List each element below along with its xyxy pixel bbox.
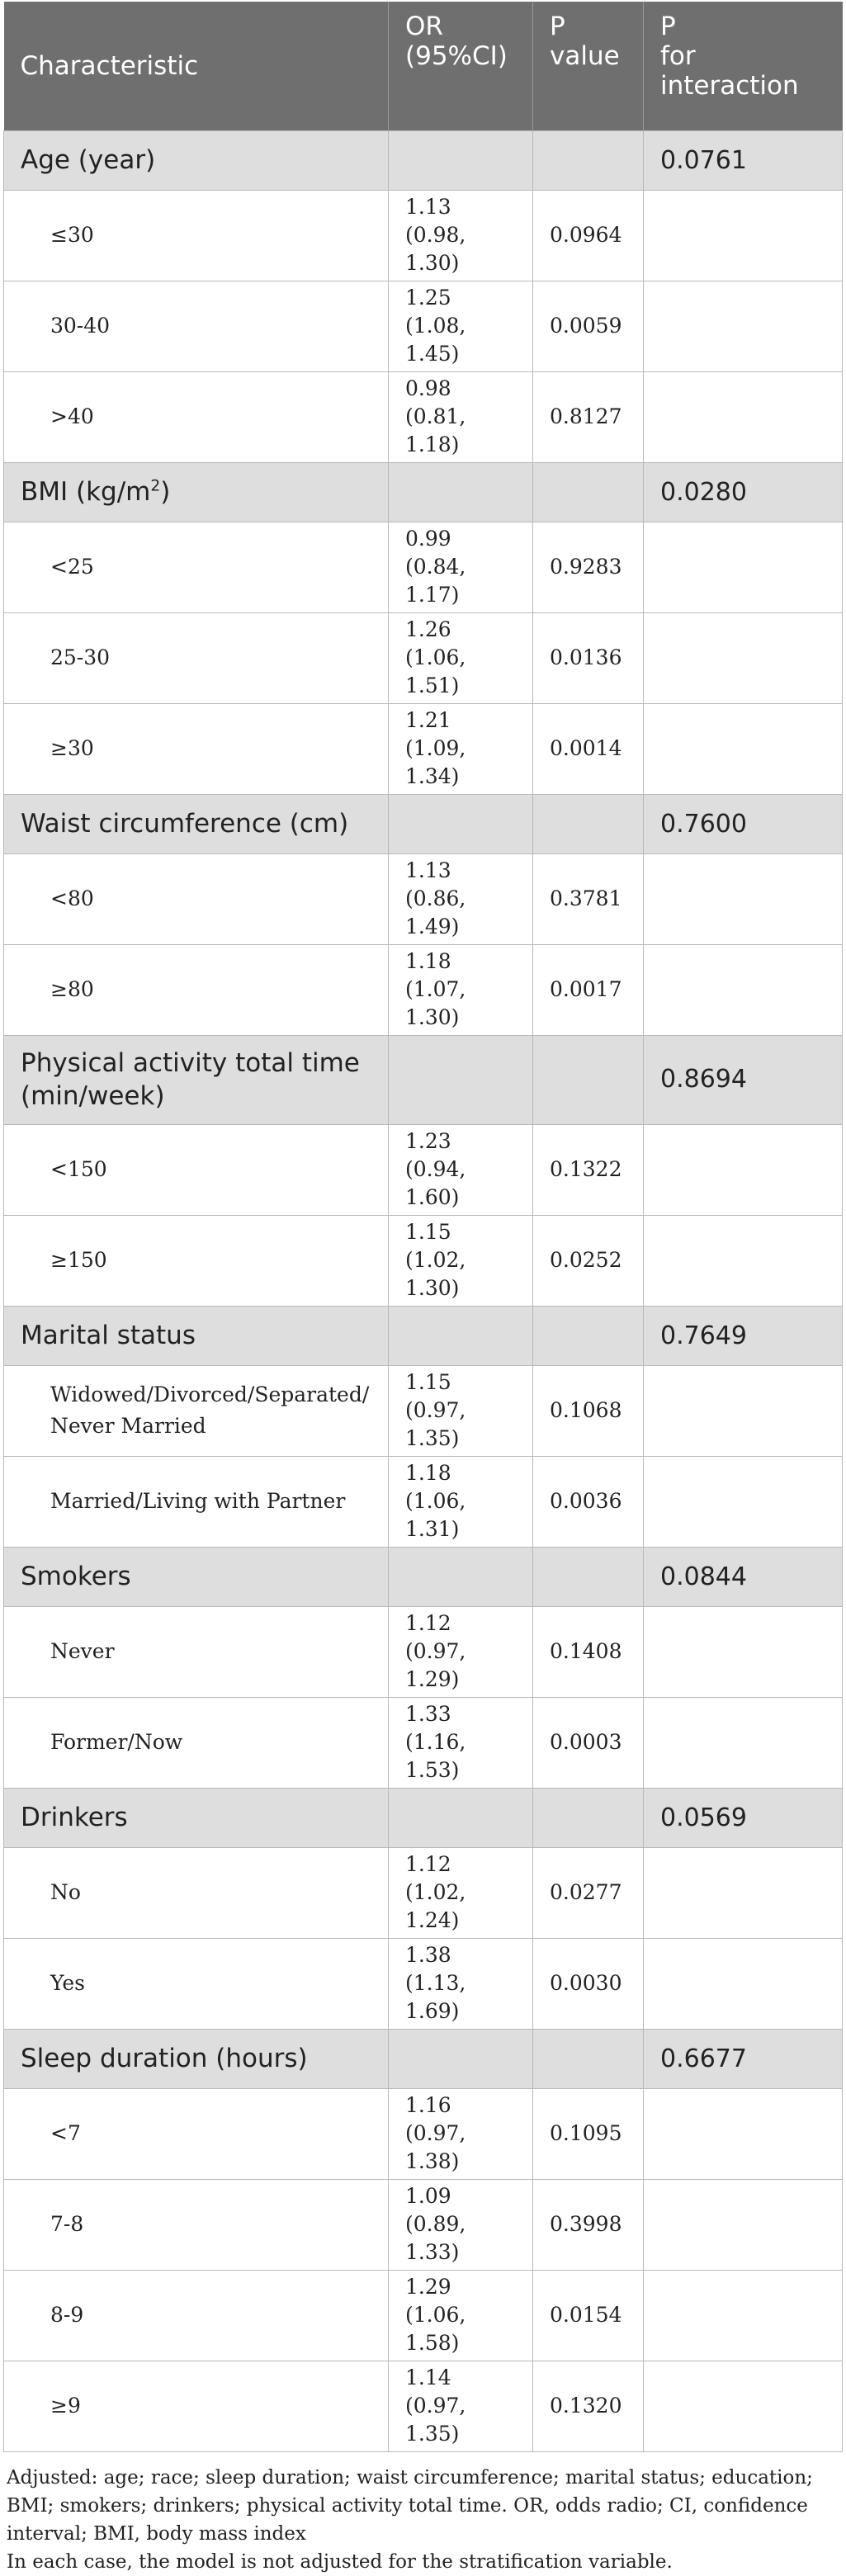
p-cell: 0.1408	[533, 1606, 644, 1697]
or-cell: 1.38 (1.13, 1.69)	[389, 1938, 533, 2029]
or-cell: 1.26 (1.06, 1.51)	[389, 612, 533, 703]
p-cell: 0.0964	[533, 190, 644, 281]
row-label: No	[4, 1847, 389, 1938]
or-cell: 1.09 (0.89, 1.33)	[389, 2179, 533, 2270]
p-interaction: 0.7600	[644, 794, 843, 853]
table-row	[4, 1124, 843, 1215]
or-cell: 1.18 (1.07, 1.30)	[389, 944, 533, 1035]
row-label: ≥150	[4, 1215, 389, 1306]
or-cell: 1.33 (1.16, 1.53)	[389, 1697, 533, 1788]
or-cell: 0.98 (0.81, 1.18)	[389, 371, 533, 462]
or-cell: 1.18 (1.06, 1.31)	[389, 1456, 533, 1547]
group-row-drinkers	[4, 1788, 843, 1847]
table-row	[4, 1365, 843, 1456]
or-cell: 1.29 (1.06, 1.58)	[389, 2270, 533, 2361]
group-row-marital-status	[4, 1306, 843, 1365]
row-label: ≥30	[4, 703, 389, 794]
p-cell: 0.0036	[533, 1456, 644, 1547]
or-cell: 1.14 (0.97, 1.35)	[389, 2361, 533, 2451]
or-cell: 1.25 (1.08, 1.45)	[389, 281, 533, 371]
p-cell: 0.0154	[533, 2270, 644, 2361]
table-row	[4, 281, 843, 371]
footnote-stratification: In each case, the model is not adjusted for the stratification variable.	[7, 2550, 673, 2573]
row-label: Yes	[4, 1938, 389, 2029]
or-cell: 0.99 (0.84, 1.17)	[389, 522, 533, 612]
table-row	[4, 703, 843, 794]
group-row-smokers	[4, 1547, 843, 1606]
table-row	[4, 944, 843, 1035]
or-cell: 1.21 (1.09, 1.34)	[389, 703, 533, 794]
p-cell: 0.0136	[533, 612, 644, 703]
row-label: Widowed/Divorced/Separated/ Never Married	[4, 1365, 389, 1456]
table-row	[4, 371, 843, 462]
or-cell: 1.16 (0.97, 1.38)	[389, 2088, 533, 2179]
group-label: Marital status	[4, 1306, 389, 1365]
row-label: 30-40	[4, 281, 389, 371]
row-label: >40	[4, 371, 389, 462]
row-label: Married/Living with Partner	[4, 1456, 389, 1547]
p-interaction: 0.0569	[644, 1788, 843, 1847]
table-row	[4, 1456, 843, 1547]
p-interaction: 0.7649	[644, 1306, 843, 1365]
table-row	[4, 522, 843, 612]
group-label: Sleep duration (hours)	[4, 2029, 389, 2088]
row-label: 7-8	[4, 2179, 389, 2270]
p-cell: 0.1322	[533, 1124, 644, 1215]
table-row	[4, 1847, 843, 1938]
or-cell: 1.12 (1.02, 1.24)	[389, 1847, 533, 1938]
p-interaction: 0.6677	[644, 2029, 843, 2088]
row-label: Former/Now	[4, 1697, 389, 1788]
header-or: OR (95%CI)	[389, 2, 533, 130]
or-cell: 1.12 (0.97, 1.29)	[389, 1606, 533, 1697]
p-cell: 0.1068	[533, 1365, 644, 1456]
p-interaction: 0.8694	[644, 1035, 843, 1124]
table-row	[4, 2361, 843, 2451]
group-row-age	[4, 130, 843, 190]
table-row	[4, 2088, 843, 2179]
table-row	[4, 2270, 843, 2361]
header-characteristic: Characteristic	[4, 2, 389, 130]
group-label: BMI $(kg/m^2)$	[4, 462, 389, 522]
p-cell: 0.0003	[533, 1697, 644, 1788]
group-label: Drinkers	[4, 1788, 389, 1847]
p-interaction: 0.0844	[644, 1547, 843, 1606]
group-label: Physical activity total time (min/week)	[4, 1035, 389, 1124]
p-cell: 0.1320	[533, 2361, 644, 2451]
group-label: Waist circumference (cm)	[4, 794, 389, 853]
group-label: Age (year)	[4, 130, 389, 190]
table-row	[4, 1606, 843, 1697]
group-row-sleep-duration	[4, 2029, 843, 2088]
p-cell: 0.9283	[533, 522, 644, 612]
row-label: ≥9	[4, 2361, 389, 2451]
p-cell: 0.0017	[533, 944, 644, 1035]
p-cell: 0.3781	[533, 853, 644, 944]
p-cell: 0.0252	[533, 1215, 644, 1306]
table-row	[4, 190, 843, 281]
or-cell: 1.23 (0.94, 1.60)	[389, 1124, 533, 1215]
table-row	[4, 1697, 843, 1788]
results-table-page	[0, 2, 846, 2576]
table-header-row	[4, 2, 843, 130]
row-label: ≥80	[4, 944, 389, 1035]
or-cell: 1.13 (0.86, 1.49)	[389, 853, 533, 944]
row-label: 25-30	[4, 612, 389, 703]
row-label: Never	[4, 1606, 389, 1697]
row-label: <25	[4, 522, 389, 612]
table-row	[4, 1938, 843, 2029]
table-row	[4, 2179, 843, 2270]
row-label: <150	[4, 1124, 389, 1215]
group-row-physical-activity	[4, 1035, 843, 1124]
header-p-interaction: P for interaction	[644, 2, 843, 130]
group-row-waist	[4, 794, 843, 853]
group-label: Smokers	[4, 1547, 389, 1606]
group-row-bmi	[4, 462, 843, 522]
p-cell: 0.0059	[533, 281, 644, 371]
stratified-analysis-table	[3, 2, 843, 2452]
table-footnotes	[0, 2452, 839, 2576]
table-row	[4, 1215, 843, 1306]
table-row	[4, 612, 843, 703]
or-cell: 1.13 (0.98, 1.30)	[389, 190, 533, 281]
row-label: ≤30	[4, 190, 389, 281]
header-p-value: P value	[533, 2, 644, 130]
row-label: 8-9	[4, 2270, 389, 2361]
p-cell: 0.1095	[533, 2088, 644, 2179]
p-cell: 0.0277	[533, 1847, 644, 1938]
p-cell: 0.0014	[533, 703, 644, 794]
or-cell: 1.15 (0.97, 1.35)	[389, 1365, 533, 1456]
p-cell: 0.0030	[533, 1938, 644, 2029]
table-row	[4, 853, 843, 944]
row-label: <7	[4, 2088, 389, 2179]
p-cell: 0.8127	[533, 371, 644, 462]
or-cell: 1.15 (1.02, 1.30)	[389, 1215, 533, 1306]
p-interaction: 0.0761	[644, 130, 843, 190]
footnote-adjusted: Adjusted: age; race; sleep duration; waist circumference; marital status; education; BMI; smokers; drinkers; physical activity total time. OR, odds radio; CI, confidence interval; BMI, body mass index	[7, 2466, 813, 2545]
p-cell: 0.3998	[533, 2179, 644, 2270]
p-interaction: 0.0280	[644, 462, 843, 522]
row-label: <80	[4, 853, 389, 944]
